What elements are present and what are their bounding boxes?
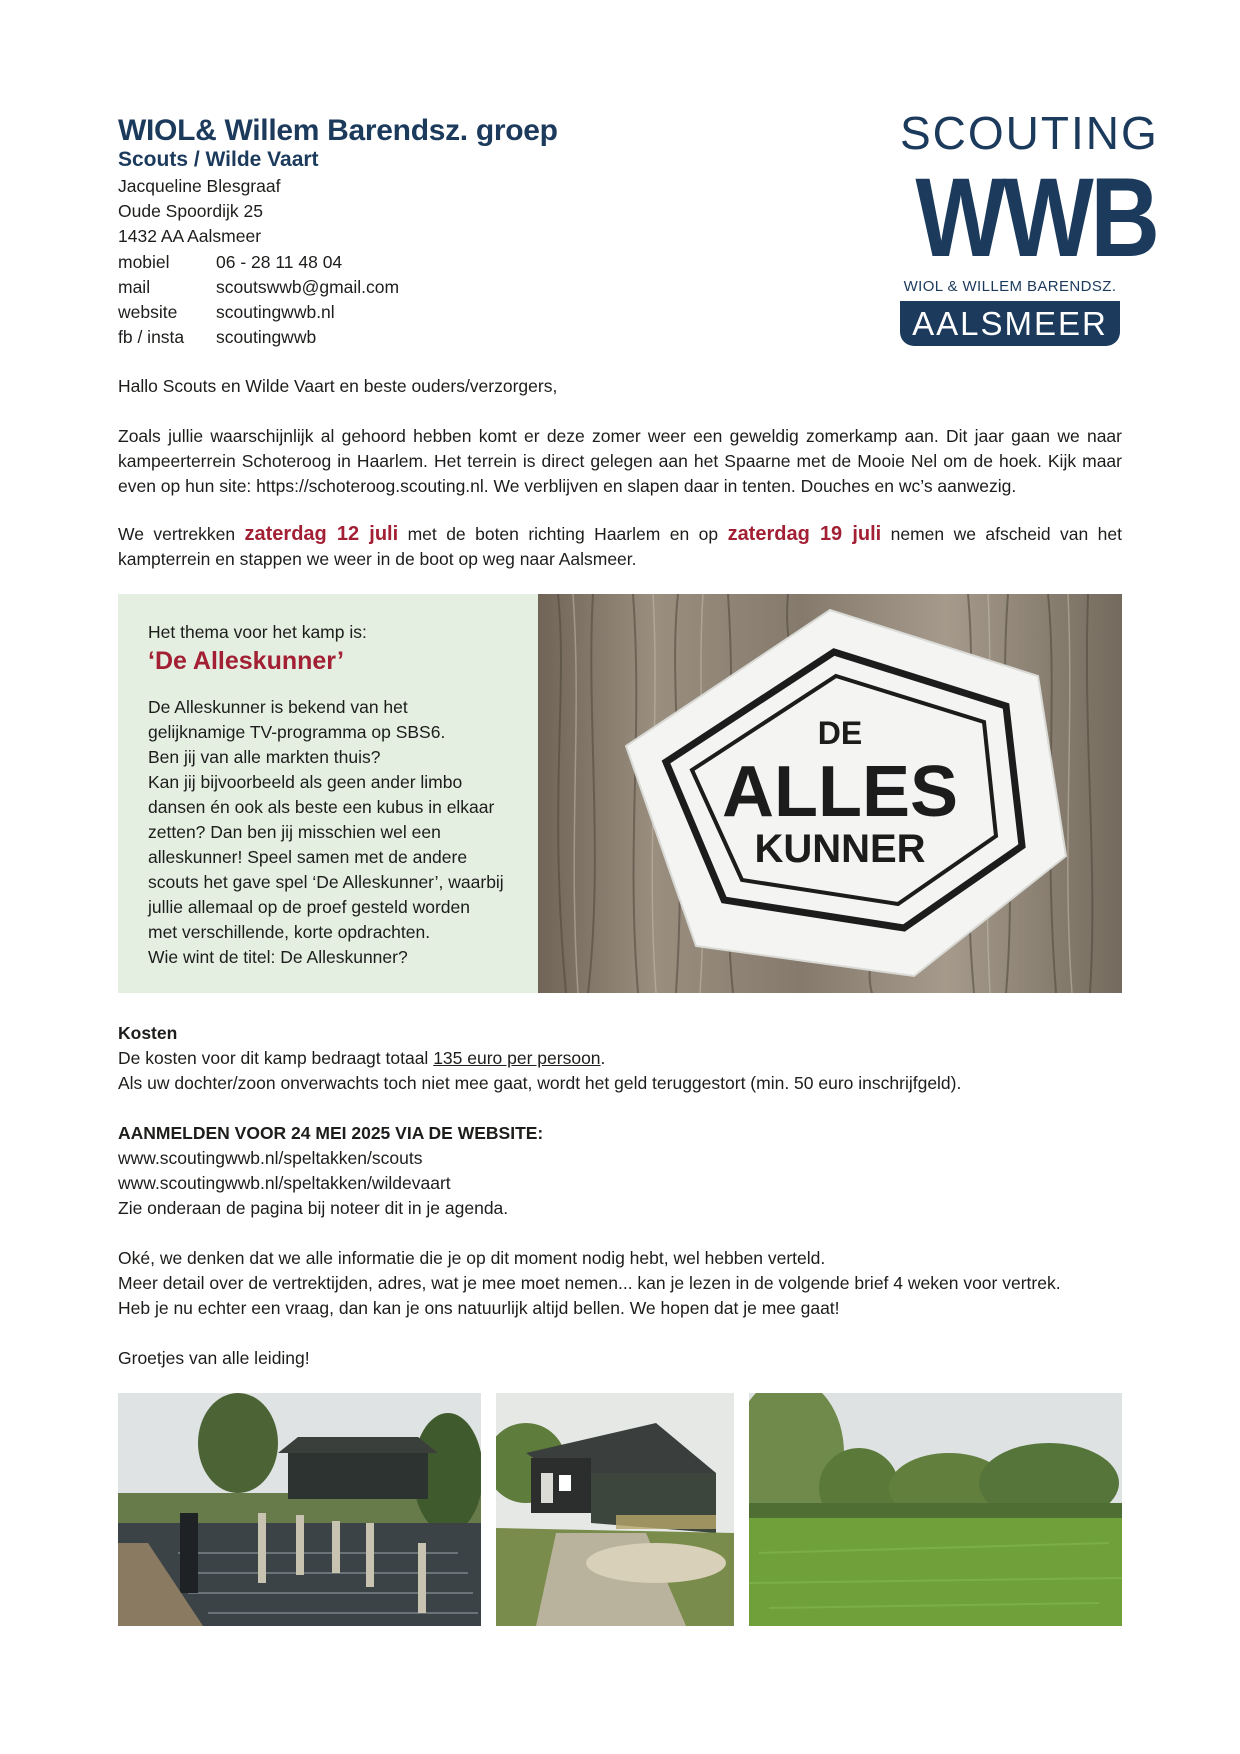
contact-value: 06 - 28 11 48 04 xyxy=(216,252,343,272)
alleskunner-logo-photo xyxy=(538,594,1122,993)
contact-row-social xyxy=(118,325,399,350)
contact-row-website xyxy=(118,300,399,325)
costs-text: . xyxy=(600,1048,606,1068)
organisation-subtitle: Scouts / Wilde Vaart xyxy=(118,148,319,171)
address-street: Oude Spoordijk 25 xyxy=(118,201,263,221)
sign-off: Groetjes van alle leiding! xyxy=(118,1348,310,1368)
logo-wwb-text: WWB xyxy=(915,155,1157,280)
dates-text: We vertrekken xyxy=(118,524,245,544)
logo-kunner-text: KUNNER xyxy=(754,827,926,871)
theme-line: dansen én ook als beste een kubus in elkaar xyxy=(148,797,495,817)
contact-value: scoutingwwb xyxy=(216,327,317,347)
theme-intro: Het thema voor het kamp is: xyxy=(148,622,367,642)
contact-label: mail xyxy=(118,277,151,297)
building-image xyxy=(496,1393,734,1626)
address-city: 1432 AA Aalsmeer xyxy=(118,226,262,246)
address-name: Jacqueline Blesgraaf xyxy=(118,176,281,196)
contact-value: scoutingwwb.nl xyxy=(216,302,335,322)
theme-name: ‘De Alleskunner’ xyxy=(148,647,344,675)
logo-de-text: DE xyxy=(817,715,863,751)
theme-line: jullie allemaal op de proef gesteld worden xyxy=(148,897,471,917)
closing-line: Heb je nu echter een vraag, dan kan je ons natuurlijk altijd bellen. We hopen dat je mee gaat! xyxy=(118,1298,840,1318)
wood-background-image xyxy=(538,594,1122,993)
scouting-wwb-logo xyxy=(900,107,1159,346)
departure-date: zaterdag 12 juli xyxy=(244,523,399,545)
logo-alles-text: ALLES xyxy=(721,752,959,832)
theme-line: gelijknamige TV-programma op SBS6. xyxy=(148,722,446,742)
signup-note: Zie onderaan de pagina bij noteer dit in je agenda. xyxy=(118,1198,509,1218)
field-image xyxy=(749,1393,1122,1626)
theme-line: met verschillende, korte opdrachten. xyxy=(148,922,431,942)
contact-label: website xyxy=(118,302,178,322)
theme-line: Ben jij van alle markten thuis? xyxy=(148,747,381,767)
return-date: zaterdag 19 juli xyxy=(727,523,882,545)
theme-line: De Alleskunner is bekend van het xyxy=(148,697,408,717)
closing-line: Meer detail over de vertrektijden, adres, wat je mee moet nemen... kan je lezen in de volgende brief 4 weken voor vertrek. xyxy=(118,1273,1061,1293)
photo-waterfront xyxy=(118,1393,481,1626)
costs-line xyxy=(118,1046,1122,1071)
waterfront-image xyxy=(118,1393,481,1626)
contact-label: mobiel xyxy=(118,252,170,272)
contact-value: scoutswwb@gmail.com xyxy=(216,277,400,297)
photo-camp-field xyxy=(749,1393,1122,1626)
intro-paragraph: Zoals jullie waarschijnlijk al gehoord hebben komt er deze zomer weer een geweldig zomerkamp aan. Dit jaar gaan we naar kampeerterrein Schoteroog in Haarlem. Het terrein is direct gelegen aan het Spaarne met de Mooie Nel om de hoek. Kijk maar even op hun site: https://schoteroog.scouting.nl. We verblijven en slapen daar in tenten. Douches en wc’s aanwezig. xyxy=(118,426,1122,496)
dates-text: nemen we afscheid van het kampterrein en stappen we weer in de boot op weg naar Aalsmeer. xyxy=(118,524,1122,569)
theme-line: zetten? Dan ben jij misschien wel een xyxy=(148,822,441,842)
greeting: Hallo Scouts en Wilde Vaart en beste ouders/verzorgers, xyxy=(118,376,558,396)
organisation-title: WIOL& Willem Barendsz. groep xyxy=(118,114,558,147)
closing-line: Oké, we denken dat we alle informatie die je op dit moment nodig hebt, wel hebben verteld. xyxy=(118,1248,826,1268)
signup-link-scouts[interactable]: www.scoutingwwb.nl/speltakken/scouts xyxy=(118,1148,423,1168)
address-block xyxy=(118,174,280,249)
theme-line: Wie wint de titel: De Alleskunner? xyxy=(148,947,408,967)
logo-scouting-text: SCOUTING xyxy=(900,107,1159,159)
theme-description xyxy=(148,695,528,970)
costs-text: De kosten voor dit kamp bedraagt totaal xyxy=(118,1048,434,1068)
signup-link-wildevaart[interactable]: www.scoutingwwb.nl/speltakken/wildevaart xyxy=(118,1173,451,1193)
logo-group-text: WIOL & WILLEM BARENDSZ. xyxy=(903,278,1117,295)
dates-text: met de boten richting Haarlem en op xyxy=(398,524,728,544)
contact-block xyxy=(118,250,399,350)
refund-note: Als uw dochter/zoon onverwachts toch niet mee gaat, wordt het geld teruggestort (min. 50 euro inschrijfgeld). xyxy=(118,1073,962,1093)
theme-line: Kan jij bijvoorbeeld als geen ander limbo xyxy=(148,772,463,792)
dates-paragraph xyxy=(118,522,1122,572)
costs-amount: 135 euro per persoon xyxy=(433,1048,601,1068)
contact-row-mobile xyxy=(118,250,399,275)
logo-aalsmeer-band: AALSMEER xyxy=(900,301,1120,346)
costs-heading: Kosten xyxy=(118,1023,178,1043)
contact-row-mail xyxy=(118,275,399,300)
signup-heading: AANMELDEN VOOR 24 MEI 2025 VIA DE WEBSITE: xyxy=(118,1123,544,1143)
theme-line: scouts het gave spel ‘De Alleskunner’, waarbij xyxy=(148,872,504,892)
photo-scout-building xyxy=(496,1393,734,1626)
contact-label: fb / insta xyxy=(118,327,185,347)
theme-line: alleskunner! Speel samen met de andere xyxy=(148,847,468,867)
